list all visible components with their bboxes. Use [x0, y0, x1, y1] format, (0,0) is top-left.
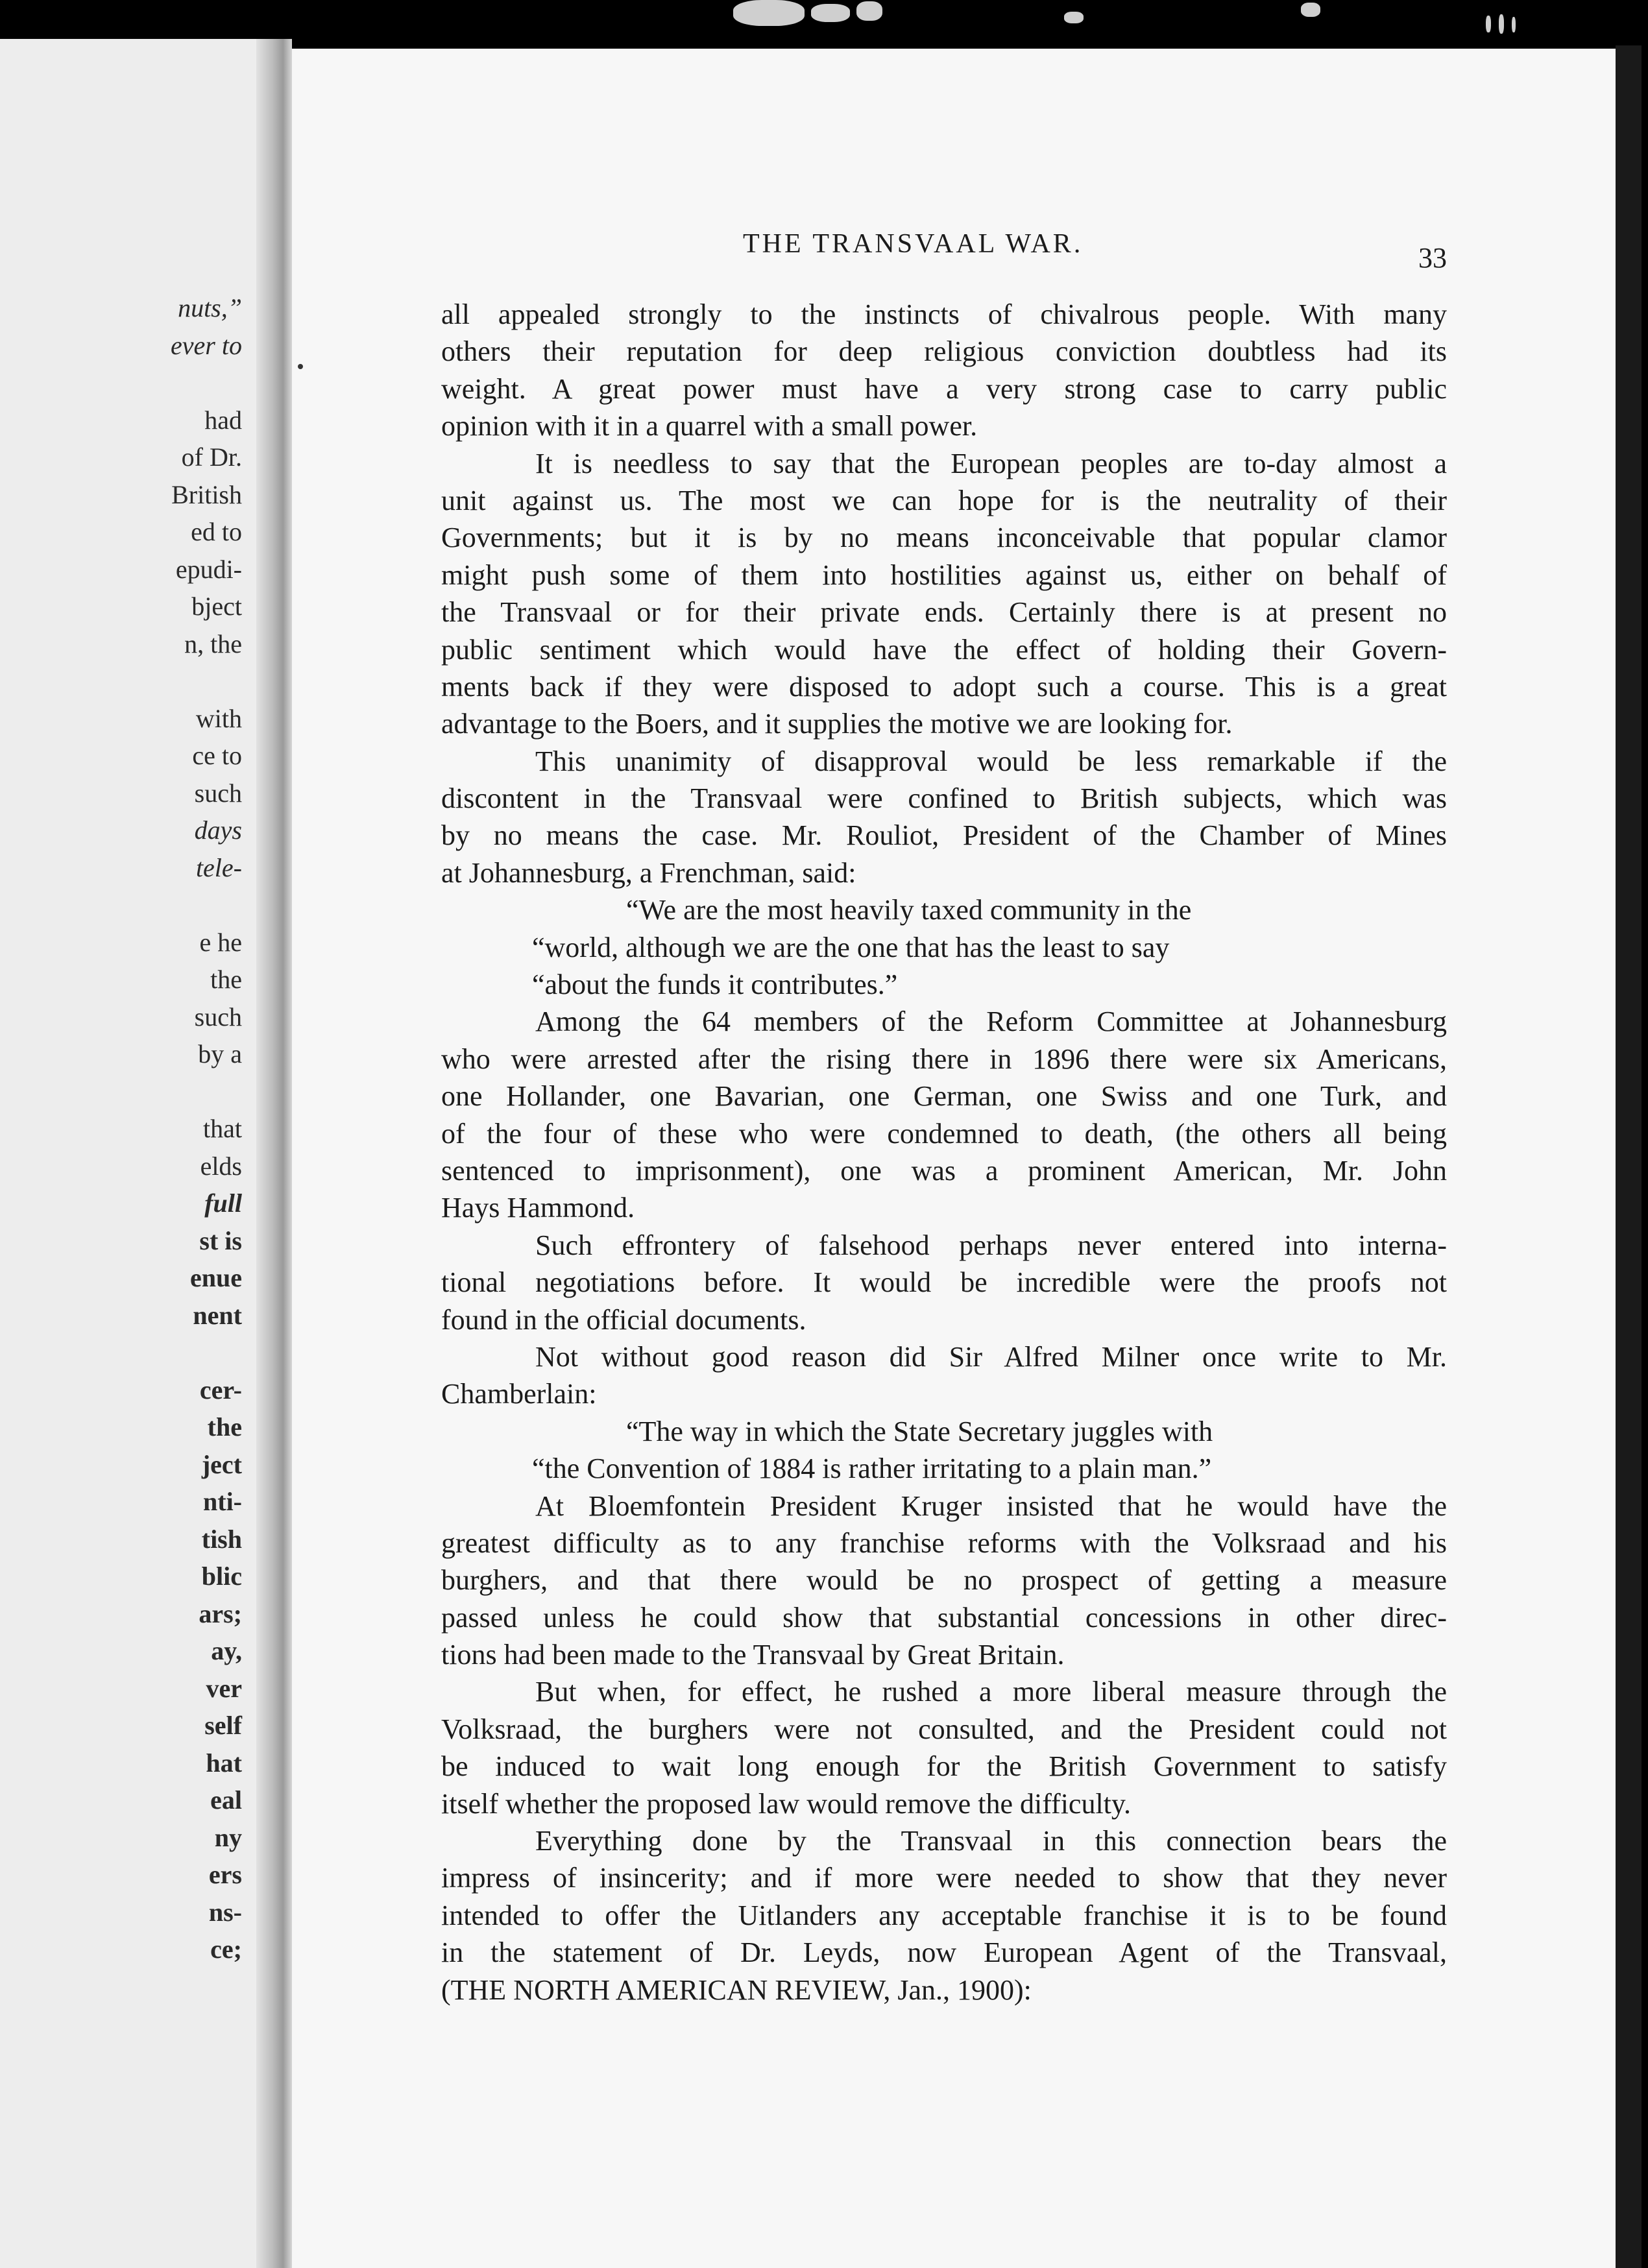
page-edge-shadow [1616, 45, 1642, 2268]
text-line: advantage to the Boers, and it supplies the motive we are looking for. [441, 708, 1233, 740]
left-page-fragment: nent [193, 1300, 242, 1330]
left-page-fragment: enue [190, 1263, 242, 1292]
text-line: But when, for effect, he rushed a more liberal measure through the [535, 1676, 1447, 1708]
left-page-fragment: ns- [208, 1897, 242, 1927]
text-line: passed unless he could show that substantial concessions in other direc- [441, 1601, 1447, 1634]
text-line: might push some of them into hostilities against us, either on behalf of [441, 559, 1447, 591]
left-page-fragment: days [194, 815, 242, 845]
left-page-fragment: bject [191, 592, 242, 621]
left-page-fragment: e he [199, 927, 242, 957]
text-line: the Transvaal or for their private ends. Certainly there is at present no [441, 596, 1447, 629]
left-page-fragment: ed to [191, 517, 242, 546]
text-line: one Hollander, one Bavarian, one German, one Swiss and one Turk, and [441, 1080, 1447, 1113]
text-line: At Bloemfontein President Kruger insisted that he would have the [535, 1490, 1447, 1522]
text-line: in the statement of Dr. Leyds, now European Agent of the Transvaal, [441, 1936, 1447, 1969]
text-line: all appealed strongly to the instincts of chivalrous people. With many [441, 298, 1447, 330]
text-line: found in the official documents. [441, 1303, 806, 1336]
text-line: Governments; but it is by no means inconceivable that popular clamor [441, 522, 1447, 554]
left-page-fragment: that [203, 1114, 242, 1143]
text-line: Everything done by the Transvaal in this connection bears the [535, 1825, 1447, 1857]
text-line: ments back if they were disposed to adopt such a course. This is a great [441, 670, 1447, 703]
facing-page-left-edge [0, 39, 256, 2268]
left-page-fragment: nti- [203, 1487, 242, 1516]
text-line: “world, although we are the one that has the least to say [532, 931, 1170, 963]
text-line: Among the 64 members of the Reform Committee at Johannesburg [535, 1006, 1447, 1038]
left-page-fragment: blic [201, 1562, 242, 1591]
left-page-fragment: ject [201, 1449, 242, 1479]
text-line: “We are the most heavily taxed community in the [626, 894, 1192, 926]
ink-speck [298, 364, 303, 369]
left-page-fragment: full [204, 1188, 242, 1218]
left-page-fragment: the [207, 1412, 242, 1442]
left-page-fragment: ay, [211, 1636, 242, 1665]
text-line: greatest difficulty as to any franchise reforms with the Volksraad and his [441, 1526, 1447, 1559]
text-line: tional negotiations before. It would be incredible were the proofs not [441, 1266, 1447, 1299]
text-line: be induced to wait long enough for the British Government to satisfy [441, 1750, 1447, 1783]
text-line: public sentiment which would have the effect of holding their Govern- [441, 633, 1447, 666]
text-line: This unanimity of disapproval would be less remarkable if the [535, 745, 1447, 777]
left-page-fragment: ce; [210, 1935, 242, 1964]
text-line: sentenced to imprisonment), one was a prominent American, Mr. John [441, 1154, 1447, 1187]
left-page-fragment: the [210, 965, 242, 994]
text-line: “about the funds it contributes.” [532, 969, 898, 1001]
left-page-fragment: n, the [184, 629, 242, 658]
text-line: others their reputation for deep religious conviction doubtless had its [441, 335, 1447, 368]
left-page-fragment: ers [208, 1860, 242, 1889]
left-page-fragment: eal [210, 1785, 242, 1815]
left-page-fragment: by a [198, 1039, 242, 1068]
text-line: discontent in the Transvaal were confined to British subjects, which was [441, 782, 1447, 815]
left-page-fragment: st is [199, 1225, 242, 1255]
scanner-edge-debris [0, 0, 1648, 39]
page-number: 33 [1418, 242, 1447, 274]
text-line: who were arrested after the rising there in 1896 there were six Americans, [441, 1043, 1447, 1075]
left-page-fragment: nuts,” [178, 293, 242, 322]
left-page-fragment: ce to [192, 741, 242, 770]
text-line: intended to offer the Uitlanders any acceptable franchise it is to be found [441, 1899, 1447, 1931]
running-head: THE TRANSVAAL WAR. [743, 229, 1084, 259]
left-page-fragment: tish [201, 1524, 242, 1554]
text-line: impress of insincerity; and if more were needed to show that they never [441, 1862, 1447, 1894]
text-line: “The way in which the State Secretary juggles with [626, 1415, 1213, 1447]
text-line: Such effrontery of falsehood perhaps never entered into interna- [535, 1229, 1447, 1261]
text-line: burghers, and that there would be no prospect of getting a measure [441, 1564, 1447, 1597]
left-page-fragment: British [171, 479, 242, 509]
text-line: opinion with it in a quarrel with a small power. [441, 410, 978, 442]
text-line: Not without good reason did Sir Alfred Milner once write to Mr. [535, 1340, 1447, 1373]
page-body-text [441, 296, 1447, 2009]
text-line: (THE NORTH AMERICAN REVIEW, Jan., 1900): [441, 1973, 1032, 2006]
left-page-fragment: elds [200, 1151, 242, 1181]
text-line: “the Convention of 1884 is rather irritating to a plain man.” [532, 1453, 1212, 1485]
left-page-fragment: hat [206, 1748, 242, 1778]
left-page-fragment: tele- [195, 852, 242, 882]
text-line: itself whether the proposed law would remove the difficulty. [441, 1787, 1132, 1820]
text-line: unit against us. The most we can hope for is the neutrality of their [441, 484, 1447, 516]
text-line: at Johannesburg, a Frenchman, said: [441, 856, 856, 889]
left-page-fragment: ever to [171, 330, 242, 360]
text-line: weight. A great power must have a very strong case to carry public [441, 372, 1447, 405]
left-page-fragment: epudi- [175, 554, 242, 584]
text-line: tions had been made to the Transvaal by Great Britain. [441, 1639, 1065, 1671]
text-line: Chamberlain: [441, 1378, 597, 1410]
text-line: of the four of these who were condemned to death, (the others all being [441, 1117, 1447, 1150]
left-page-fragment: self [204, 1711, 242, 1740]
left-page-fragment: ars; [199, 1598, 242, 1628]
left-page-fragment: of Dr. [181, 442, 242, 472]
left-page-fragment: ver [206, 1673, 242, 1703]
text-line: It is needless to say that the European peoples are to-day almost a [535, 447, 1447, 479]
left-page-fragment: ny [214, 1822, 242, 1852]
left-page-fragment: with [195, 703, 242, 733]
text-line: by no means the case. Mr. Rouliot, President of the Chamber of Mines [441, 819, 1447, 852]
left-page-fragment: such [194, 778, 242, 808]
left-page-fragment: had [204, 405, 242, 435]
book-gutter [256, 39, 292, 2268]
left-page-fragment: such [194, 1002, 242, 1031]
left-page-fragment: cer- [199, 1375, 242, 1405]
text-line: Hays Hammond. [441, 1192, 635, 1224]
text-line: Volksraad, the burghers were not consulted, and the President could not [441, 1713, 1447, 1745]
